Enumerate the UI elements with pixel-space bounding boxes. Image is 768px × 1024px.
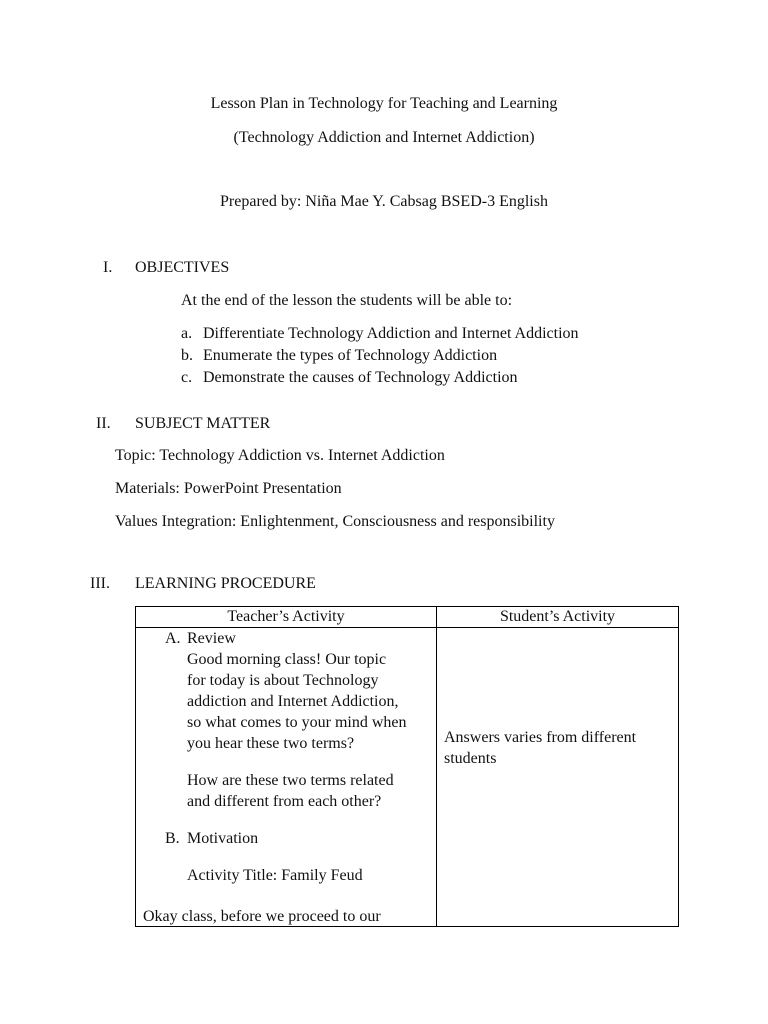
objective-item: Enumerate the types of Technology Addiction [203, 347, 498, 364]
prepared-by: Prepared by: Niña Mae Y. Cabsag BSED-3 English [220, 193, 548, 210]
objective-marker: a. [181, 325, 193, 342]
document-title: Lesson Plan in Technology for Teaching and Learning [210, 95, 558, 112]
subject-materials: Materials: PowerPoint Presentation [115, 480, 342, 497]
subject-topic: Topic: Technology Addiction vs. Internet Addiction [115, 447, 445, 464]
procedure-heading: LEARNING PROCEDURE [135, 575, 316, 592]
objective-item: Demonstrate the causes of Technology Addiction [203, 369, 518, 386]
subject-values: Values Integration: Enlightenment, Consciousness and responsibility [115, 513, 555, 530]
subject-numeral: II. [96, 415, 111, 432]
procedure-numeral: III. [90, 575, 110, 592]
closing-line: Okay class, before we proceed to our [143, 908, 381, 925]
review-marker: A. [165, 630, 181, 647]
activity-title: Activity Title: Family Feud [187, 867, 363, 884]
motivation-title: Motivation [187, 830, 259, 847]
procedure-table [135, 606, 679, 927]
question-line: and different from each other? [187, 793, 382, 810]
student-activity-cell [437, 628, 679, 927]
review-line: Good morning class! Our topic [187, 651, 387, 668]
objective-item: Differentiate Technology Addiction and Internet Addiction [203, 325, 579, 342]
review-line: you hear these two terms? [187, 735, 355, 752]
objective-marker: b. [181, 347, 193, 364]
review-title: Review [187, 630, 236, 647]
review-line: for today is about Technology [187, 672, 379, 689]
subject-heading: SUBJECT MATTER [135, 415, 271, 432]
table-header-row [136, 607, 679, 628]
motivation-marker: B. [165, 830, 180, 847]
teacher-activity-header: Teacher’s Activity [136, 607, 437, 628]
teacher-activity-cell [136, 628, 437, 927]
student-answer-line: Answers varies from different [444, 729, 637, 746]
objectives-intro: At the end of the lesson the students will be able to: [181, 292, 513, 309]
student-activity-header: Student’s Activity [437, 607, 679, 628]
question-line: How are these two terms related [187, 772, 394, 789]
table-row [136, 628, 679, 927]
review-line: so what comes to your mind when [187, 714, 407, 731]
objectives-heading: OBJECTIVES [135, 259, 230, 276]
document-subtitle: (Technology Addiction and Internet Addiction) [233, 129, 535, 146]
student-answer-line: students [444, 750, 497, 767]
objective-marker: c. [181, 369, 193, 386]
objectives-numeral: I. [103, 259, 113, 276]
review-line: addiction and Internet Addiction, [187, 693, 399, 710]
